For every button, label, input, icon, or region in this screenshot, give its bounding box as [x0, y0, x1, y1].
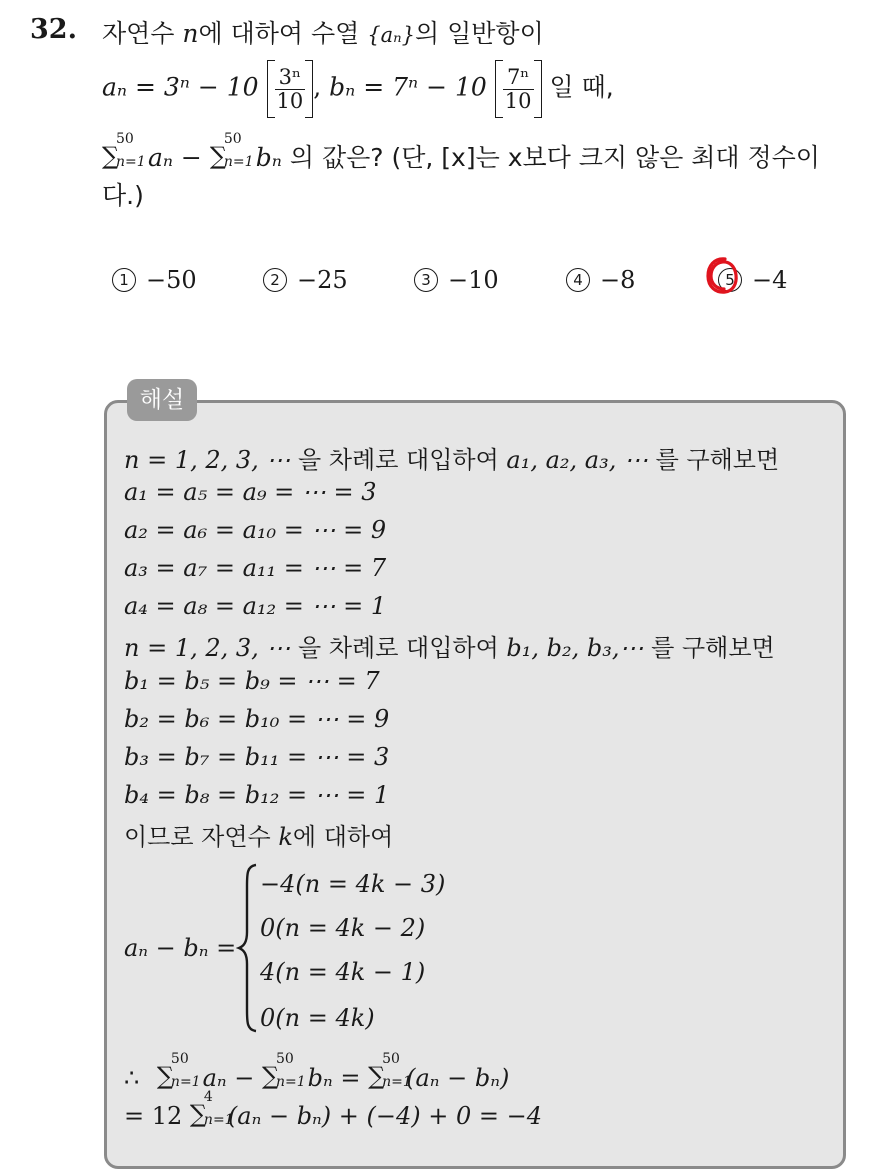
final-sum-line [124, 1051, 510, 1092]
final-coefficient: = 12 [124, 1102, 183, 1130]
b-cycle-line-4: b₄ = b₈ = b₁₂ = ⋯ = 1 [124, 781, 390, 809]
floor-bracket-right [534, 60, 542, 118]
sigma-symbol: ∑ 50 n=1 [368, 1051, 412, 1090]
a-cycle-line-4: a₄ = a₈ = a₁₂ = ⋯ = 1 [124, 592, 387, 620]
b-cycle-line-2: b₂ = b₆ = b₁₀ = ⋯ = 9 [124, 705, 390, 733]
math-n-values: n = 1, 2, 3, ⋯ [124, 446, 291, 474]
fraction-b-denominator: 10 [504, 88, 532, 113]
b-cycle-line-3: b₃ = b₇ = b₁₁ = ⋯ = 3 [124, 743, 390, 771]
def-a-left: aₙ = 3ⁿ − 10 [102, 72, 259, 102]
solution-text: 에 대하여 [292, 823, 394, 851]
stem-text-2: 에 대하여 수열 [198, 19, 360, 48]
final-b-term: bₙ = [307, 1064, 361, 1092]
solution-tab-label: 해설 [127, 379, 197, 421]
choice-value: −8 [600, 266, 636, 294]
stem-text-3: 의 일반항이 [415, 19, 544, 48]
choice-3[interactable] [414, 266, 499, 294]
question-number: 32. [30, 14, 77, 45]
choice-2[interactable] [263, 266, 348, 294]
fraction-b [503, 66, 534, 111]
a-cycle-line-3: a₃ = a₇ = a₁₁ = ⋯ = 7 [124, 554, 387, 582]
final-result: (aₙ − bₙ) + (−4) + 0 = −4 [227, 1102, 542, 1130]
stem-text: 자연수 [102, 19, 175, 48]
question-condition-end: 다.) [102, 181, 144, 210]
choice-marker: 5 [718, 268, 742, 292]
floor-bracket-left [267, 60, 275, 118]
therefore-symbol: ∴ [124, 1064, 140, 1092]
solution-line-substitute-b [124, 628, 775, 663]
question-stem-line1 [102, 14, 544, 50]
case-2: 0(n = 4k − 2) [260, 914, 426, 942]
solution-text: 를 구해보면 [651, 634, 775, 662]
sigma-symbol: ∑ 50 n=1 [209, 131, 254, 170]
sequence-notation: {aₙ} [367, 23, 416, 47]
a-cycle-line-2: a₂ = a₆ = a₁₀ = ⋯ = 9 [124, 516, 387, 544]
stem-var-n: n [182, 19, 199, 48]
def-b-left: bₙ = 7ⁿ − 10 [329, 72, 487, 102]
answer-circle-mark-icon [705, 256, 739, 296]
piecewise-brace-icon [236, 862, 260, 1034]
fraction-b-numerator: 7ⁿ [503, 66, 534, 89]
choice-value: −10 [448, 266, 499, 294]
def-tail: 일 때, [549, 72, 614, 102]
math-b-terms: b₁, b₂, b₃,⋯ [506, 634, 644, 662]
case-1: −4(n = 4k − 3) [260, 870, 446, 898]
question-condition: 의 값은? (단, [x]는 x보다 크지 않은 최대 정수이 [289, 143, 820, 172]
fraction-a-numerator: 3ⁿ [275, 66, 306, 89]
choice-1[interactable] [112, 266, 197, 294]
solution-line-for-k [124, 817, 393, 852]
solution-text: 을 차례로 대입하여 [298, 634, 499, 662]
math-n-values: n = 1, 2, 3, ⋯ [124, 634, 291, 662]
piecewise-lhs: aₙ − bₙ = [124, 934, 237, 962]
choice-value: −25 [297, 266, 348, 294]
a-cycle-line-1: a₁ = a₅ = a₉ = ⋯ = 3 [124, 478, 377, 506]
choice-value: −50 [146, 266, 197, 294]
solution-text: 을 차례로 대입하여 [298, 446, 499, 474]
sigma-symbol: ∑ 50 n=1 [102, 131, 146, 170]
case-3: 4(n = 4k − 1) [260, 958, 426, 986]
floor-bracket-left [495, 60, 503, 118]
math-a-terms: a₁, a₂, a₃, ⋯ [506, 446, 648, 474]
b-cycle-line-1: b₁ = b₅ = b₉ = ⋯ = 7 [124, 667, 380, 695]
final-diff-term: (aₙ − bₙ) [406, 1064, 510, 1092]
final-a-term: aₙ − [202, 1064, 255, 1092]
sigma-symbol: ∑ 50 n=1 [156, 1051, 201, 1090]
sigma-symbol: ∑ 4 n=1 [189, 1089, 234, 1128]
sum-a-term: aₙ − [147, 143, 202, 172]
solution-text: 이므로 자연수 [124, 823, 271, 851]
sigma-symbol: ∑ 50 n=1 [261, 1051, 306, 1090]
case-4: 0(n = 4k) [260, 1004, 375, 1032]
sequence-definitions [102, 60, 614, 118]
final-result-line [124, 1089, 542, 1130]
math-var-k: k [278, 823, 293, 851]
choice-marker: 4 [566, 268, 590, 292]
fraction-a-denominator: 10 [276, 88, 304, 113]
fraction-a [275, 66, 306, 111]
choice-value: −4 [752, 266, 788, 294]
sum-b-term: bₙ [255, 143, 282, 172]
solution-text: 를 구해보면 [655, 446, 780, 474]
choice-marker: 1 [112, 268, 136, 292]
question-sum-line [102, 131, 820, 174]
choice-marker: 3 [414, 268, 438, 292]
solution-line-substitute-a [124, 440, 779, 475]
def-separator: , [313, 72, 322, 102]
choice-marker: 2 [263, 268, 287, 292]
choice-4[interactable] [566, 266, 635, 294]
